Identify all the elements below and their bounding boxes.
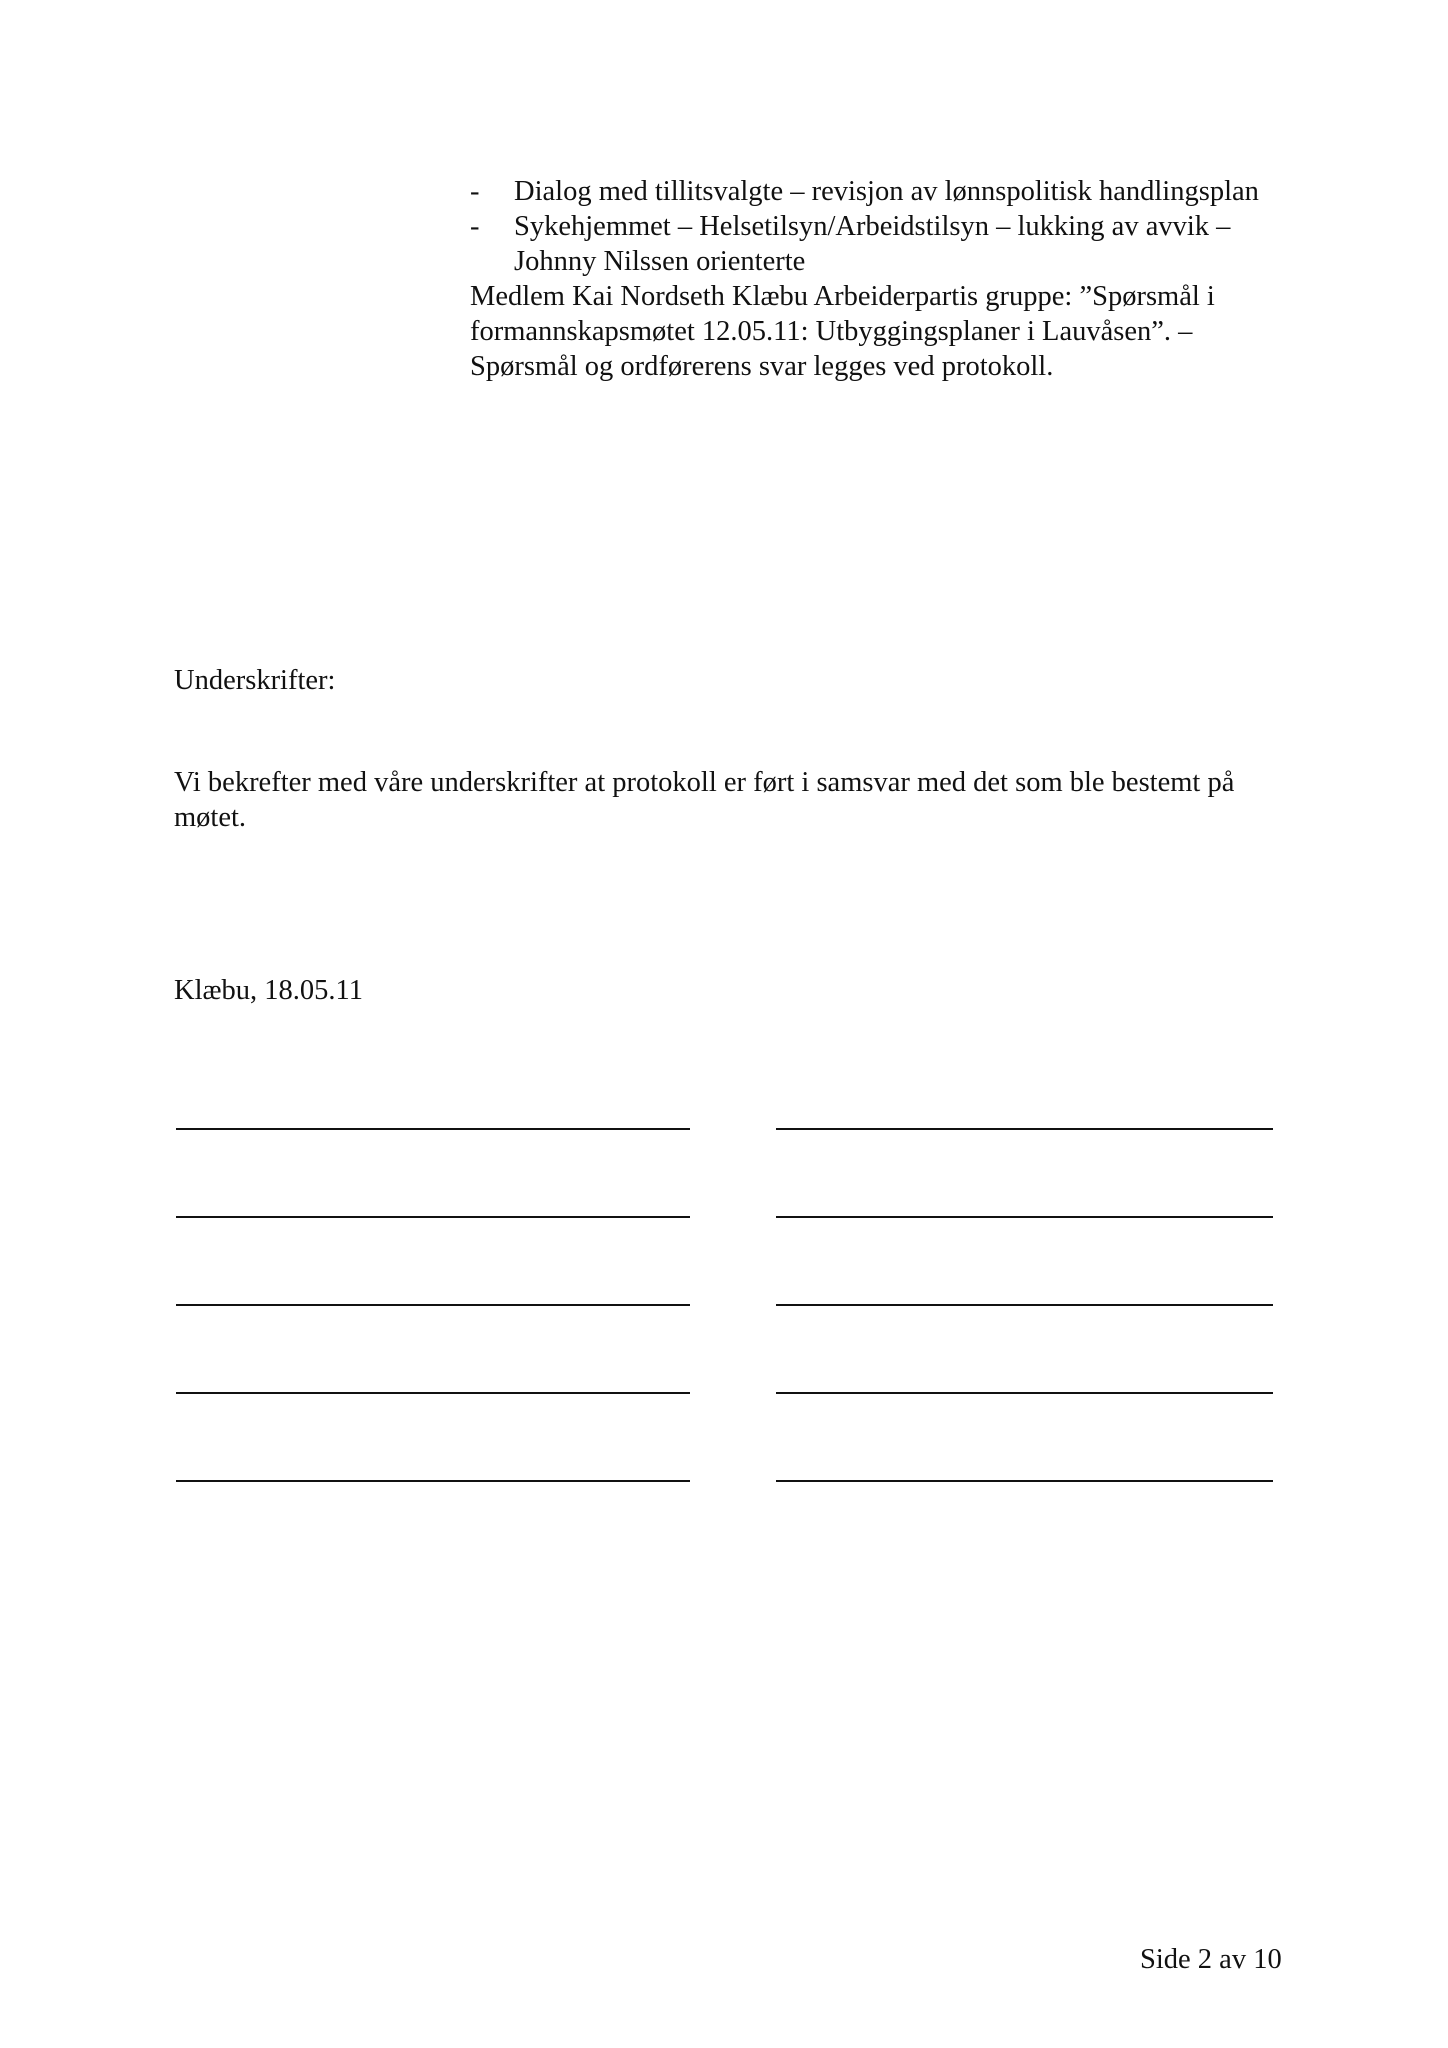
question-paragraph (470, 279, 1215, 384)
paragraph-line: Vi bekrefter med våre underskrifter at protokoll er ført i samsvar med det som ble bestemt på (174, 767, 1235, 798)
signature-line (776, 1128, 1273, 1130)
bullet-item (470, 209, 1259, 279)
bullet-dash: - (470, 176, 480, 207)
signature-line (176, 1216, 690, 1218)
signature-line (176, 1128, 690, 1130)
paragraph-line: Spørsmål og ordførerens svar legges ved protokoll. (470, 351, 1054, 382)
signature-line (176, 1304, 690, 1306)
signature-line (176, 1392, 690, 1394)
confirmation-paragraph (174, 765, 1234, 835)
page-number-footer: Side 2 av 10 (1140, 1944, 1282, 1975)
place-date: Klæbu, 18.05.11 (174, 975, 363, 1006)
paragraph-line: formannskapsmøtet 12.05.11: Utbyggingsplaner i Lauvåsen”. – (470, 316, 1193, 347)
bullet-text: Johnny Nilssen orienterte (514, 246, 806, 277)
signature-line (776, 1304, 1273, 1306)
signature-line (776, 1480, 1273, 1482)
agenda-bullet-list (470, 174, 1259, 279)
signature-line (176, 1480, 690, 1482)
paragraph-line: Medlem Kai Nordseth Klæbu Arbeiderpartis gruppe: ”Spørsmål i (470, 281, 1215, 312)
bullet-dash: - (470, 211, 480, 242)
signatures-heading: Underskrifter: (174, 665, 336, 696)
signature-line (776, 1392, 1273, 1394)
paragraph-line: møtet. (174, 802, 247, 833)
signature-line (776, 1216, 1273, 1218)
bullet-text: Sykehjemmet – Helsetilsyn/Arbeidstilsyn – lukking av avvik – (514, 211, 1231, 242)
bullet-text: Dialog med tillitsvalgte – revisjon av lønnspolitisk handlingsplan (514, 176, 1259, 207)
bullet-item (470, 174, 1259, 209)
